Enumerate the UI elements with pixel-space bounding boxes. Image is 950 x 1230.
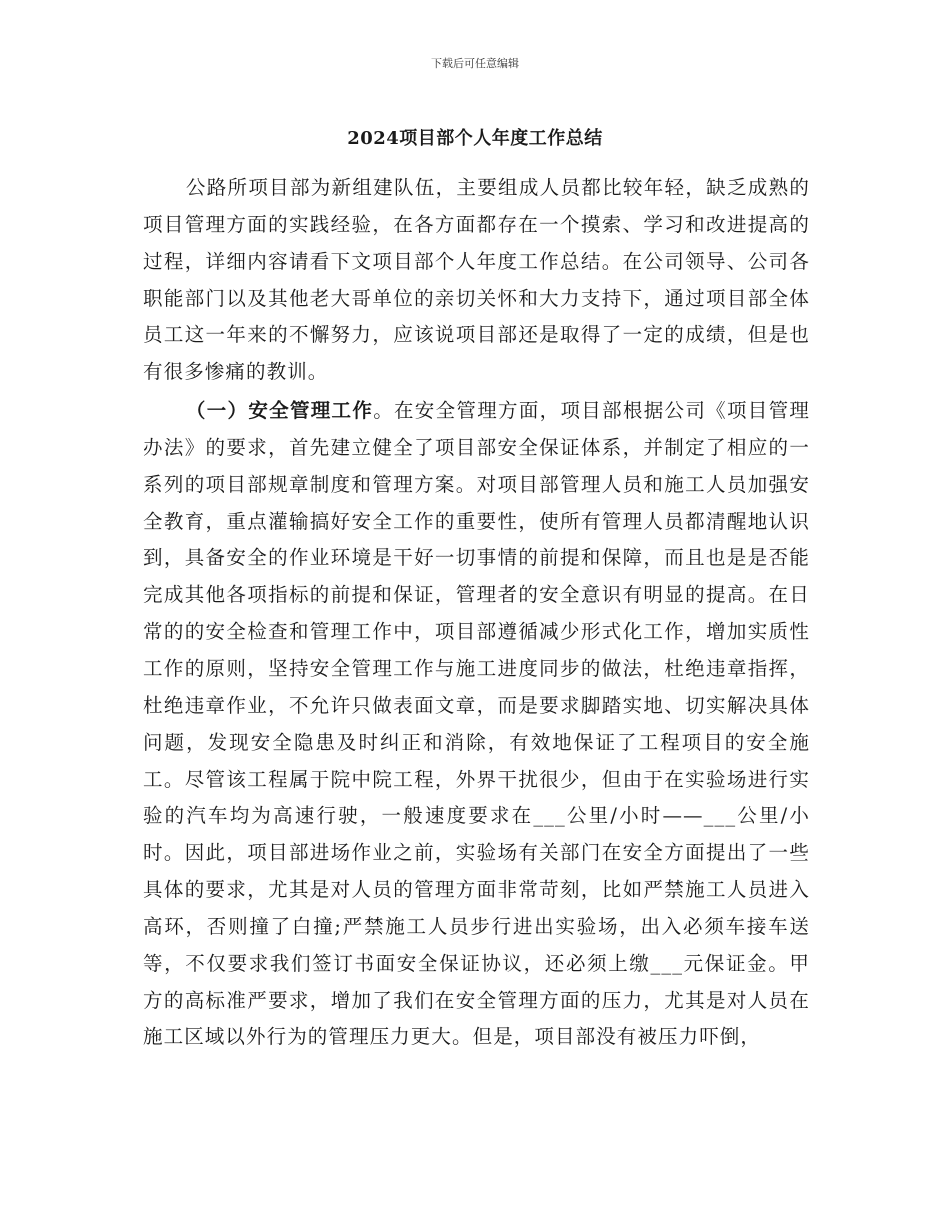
section-1-paragraph: [143, 393, 810, 1056]
section-1-heading: （一）安全管理工作: [185, 399, 374, 423]
intro-paragraph: 公路所项目部为新组建队伍，主要组成人员都比较年轻，缺乏成熟的项目管理方面的实践经验，在各方面都存在一个摸索、学习和改进提高的过程，详细内容请看下文项目部个人年度工作总结。在公司领导、公司各职能部门以及其他老大哥单位的亲切关怀和大力支持下，通过项目部全体员工这一年来的不懈努力，应该说项目部还是取得了一定的成绩，但是也有很多惨痛的教训。: [143, 176, 810, 384]
page-header-note: 下载后可任意编辑: [431, 57, 519, 70]
section-1-text: 。在安全管理方面，项目部根据公司《项目管理办法》的要求，首先建立健全了项目部安全保证体系，并制定了相应的一系列的项目部规章制度和管理方案。对项目部管理人员和施工人员加强安全教育，重点灌输搞好安全工作的重要性，使所有管理人员都清醒地认识到，具备安全的作业环境是干好一切事情的前提和保障，而且也是是否能完成其他各项指标的前提和保证，管理者的安全意识有明显的提高。在日常的的安全检查和管理工作中，项目部遵循减少形式化工作，增加实质性工作的原则，坚持安全管理工作与施工进度同步的做法，杜绝违章指挥，杜绝违章作业，不允许只做表面文章，而是要求脚踏实地、切实解决具体问题，发现安全隐患及时纠正和消除，有效地保证了工程项目的安全施工。尽管该工程属于院中院工程，外界干扰很少，但由于在实验场进行实验的汽车均为高速行驶，一般速度要求在___公里/小时——___公里/小时。因此，项目部进场作业之前，实验场有关部门在安全方面提出了一些具体的要求，尤其是对人员的管理方面非常苛刻，比如严禁施工人员进入高环，否则撞了白撞;严禁施工人员步行进出实验场，出入必须车接车送等，不仅要求我们签订书面安全保证协议，还必须上缴___元保证金。甲方的高标准严要求，增加了我们在安全管理方面的压力，尤其是对人员在施工区域以外行为的管理压力更大。但是，项目部没有被压力吓倒，: [143, 399, 810, 1049]
document-body: [143, 170, 810, 1056]
document-title: 2024项目部个人年度工作总结: [347, 128, 603, 149]
